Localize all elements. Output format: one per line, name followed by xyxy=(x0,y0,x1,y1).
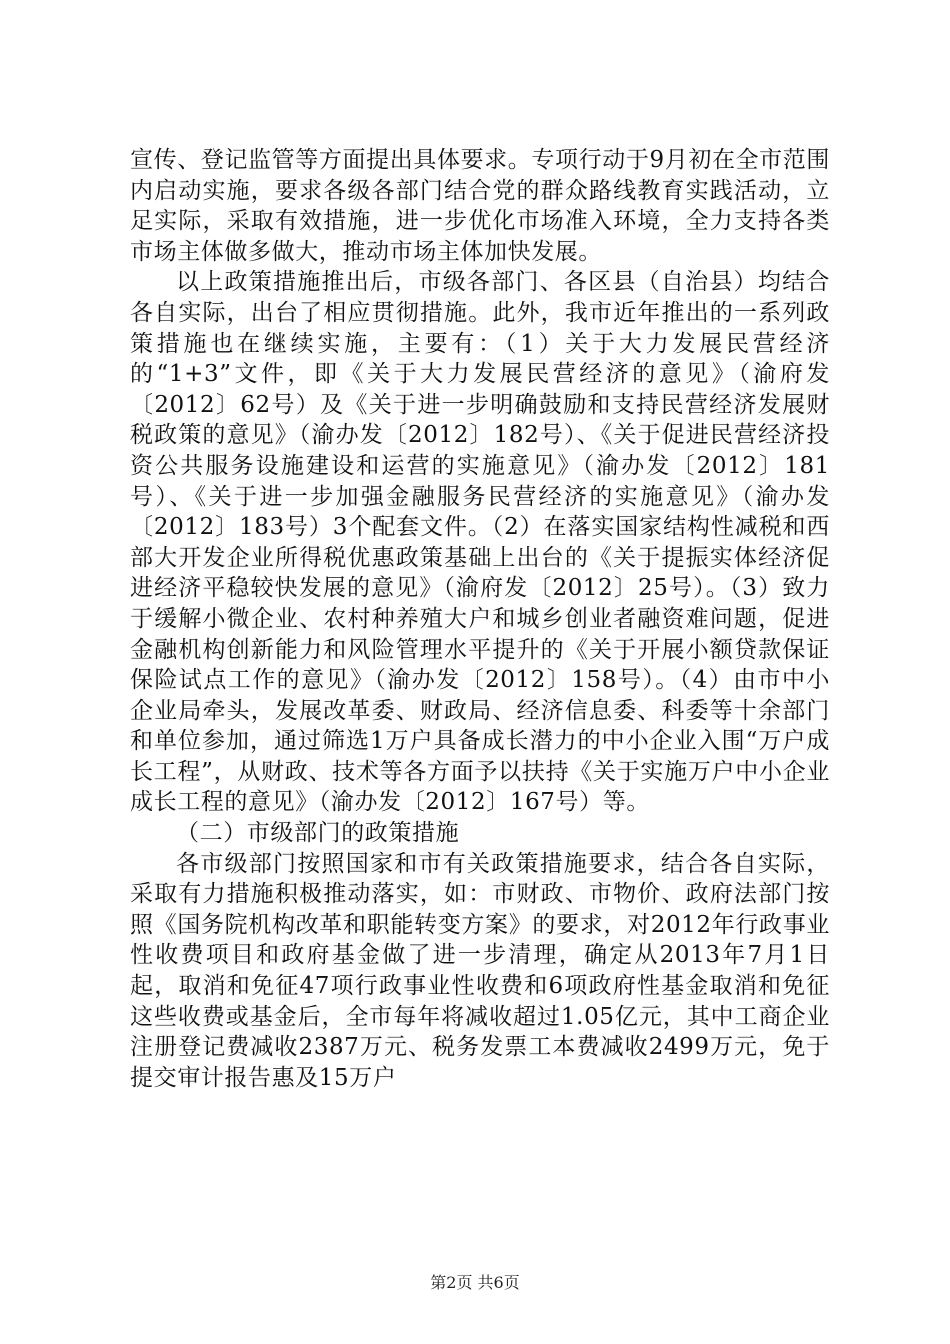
section-heading: （二）市级部门的政策措施 xyxy=(176,820,460,847)
paragraph-continuation: 宣传、登记监管等方面提出具体要求。专项行动于9月初在全市范围内启动实施，要求各级各部门结合党的群众路线教育实践活动，立足实际，采取有效措施，进一步优化市场准入环境，全力支持各类市场主体做多做大，推动市场主体加快发展。 xyxy=(130,147,830,265)
paragraph-municipal-measures: 各市级部门按照国家和市有关政策措施要求，结合各自实际，采取有力措施积极推动落实，如：市财政、市物价、政府法部门按照《国务院机构改革和职能转变方案》的要求，对2012年行政事业性收费项目和政府基金做了进一步清理，确定从2013年7月1日起，取消和免征47项行政事业性收费和6项政府性基金取消和免征这些收费或基金后，全市每年将减收超过1.05亿元，其中工商企业注册登记费减收2387万元、税务发票工本费减收2499万元，免于提交审计报告惠及15万户 xyxy=(130,850,830,1091)
document-body xyxy=(130,145,830,1093)
page-number-footer: 第2页 共6页 xyxy=(430,1273,520,1292)
paragraph-policy-list: 以上政策措施推出后，市级各部门、各区县（自治县）均结合各自实际，出台了相应贯彻措施。此外，我市近年推出的一系列政策措施也在继续实施，主要有：（1）关于大力发展民营经济的“1+3”文件，即《关于大力发展民营经济的意见》（渝府发〔2012〕62号）及《关于进一步明确鼓励和支持民营经济发展财税政策的意见》（渝办发〔2012〕182号）、《关于促进民营经济投资公共服务设施建设和运营的实施意见》（渝办发〔2012〕181号）、《关于进一步加强金融服务民营经济的实施意见》（渝办发〔2012〕183号）3个配套文件。（2）在落实国家结构性减税和西部大开发企业所得税优惠政策基础上出台的《关于提振实体经济促进经济平稳较快发展的意见》（渝府发〔2012〕25号）。（3）致力于缓解小微企业、农村种养殖大户和城乡创业者融资难问题，促进金融机构创新能力和风险管理水平提升的《关于开展小额贷款保证保险试点工作的意见》（渝办发〔2012〕158号）。（4）由市中小企业局牵头，发展改革委、财政局、经济信息委、科委等十余部门和单位参加，通过筛选1万户具备成长潜力的中小企业入围“万户成长工程”，从财政、技术等各方面予以扶持《关于实施万户中小企业成长工程的意见》（渝办发〔2012〕167号）等。 xyxy=(130,269,830,816)
